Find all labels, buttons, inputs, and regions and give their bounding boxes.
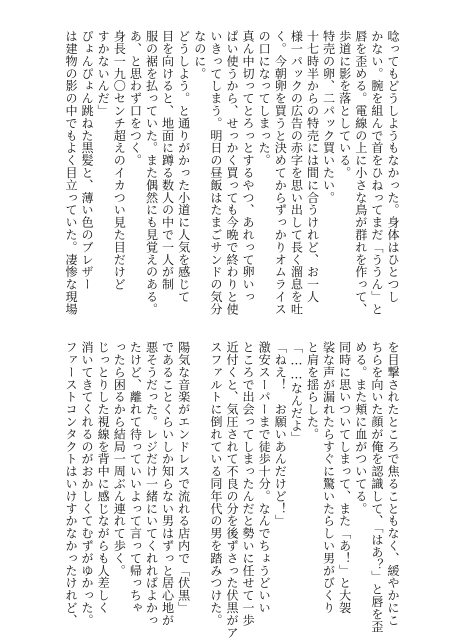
upper-text-block bbox=[60, 30, 402, 320]
text-column: 唸ってもどうしようもなかった。身体はひとつし bbox=[386, 30, 400, 303]
text-column: 消いてきてくれるのがおかしくてむずがゆかった。 bbox=[80, 341, 95, 627]
text-column: たけど、離れて待っていいよって言って帰っちゃ bbox=[128, 341, 143, 614]
text-column: ぴょんぴょん跳ねた黒髪と、薄い色のブレザー bbox=[80, 30, 95, 291]
text-column: 歩道に影を落としている。 bbox=[337, 30, 352, 179]
text-column: 服の裾を払っていた。また偶然にも見覚えのある。 bbox=[144, 30, 159, 316]
text-column: 陽気な音楽がエンドレスで流れる店内で「伏黒」 bbox=[176, 341, 191, 614]
text-column: を目撃されたところで焦ることもなく、緩やかにこ bbox=[386, 341, 400, 627]
text-column: 「ねえ！ お願いあんだけど！」 bbox=[273, 341, 288, 527]
text-column: 十七時半からの特売には間に合うけれど、お一人 bbox=[305, 30, 320, 303]
text-column: める。また頬に血がついてる。 bbox=[353, 341, 368, 515]
text-column: く。今朝卵を買うと決めてからずっかりオムライス bbox=[273, 30, 288, 316]
text-column: じっとりした視線を背中に感じながらも人差しく bbox=[96, 341, 111, 614]
text-column: 様一パックの広告の赤字を思い出して長く溜息を吐 bbox=[289, 30, 304, 316]
text-column: ちらを向いた顔が俺を認識して、「はあ？」と唇を歪 bbox=[369, 341, 384, 633]
text-column: 激安スーパーまで徒歩十分。なんでちょうどいい bbox=[257, 341, 272, 614]
text-column: ったら困るから結局一周ぶん連れて歩く。 bbox=[112, 341, 127, 577]
text-column: 唇を歪める。電線の上に小さな鳥が群れを作って、 bbox=[353, 30, 368, 316]
text-column: 同時に思いついてしまって、また「あ！」と大袈 bbox=[337, 341, 352, 614]
text-column: あ、と思わず口をつく。 bbox=[128, 30, 143, 167]
text-column: 悪そうだった。レジだけ一緒にいてくれればよかっ bbox=[144, 341, 159, 627]
text-column: ところで出会ってしまったんだと勢いに任せて一歩 bbox=[241, 341, 256, 627]
text-column: 目を向けると、地面に蹲る数人の中で一人が制 bbox=[160, 30, 175, 291]
lower-text-block bbox=[44, 341, 402, 639]
text-column: どうしよう。と通りがかった小道に人気を感じて bbox=[176, 30, 191, 303]
text-column: の口になってしまった。 bbox=[257, 30, 272, 167]
text-column: 身長一九〇センチ超えのイカつい見た目だけど bbox=[112, 30, 127, 291]
text-column: 特売の卵、二パック買いたい。 bbox=[321, 30, 336, 204]
text-column: 近付くと、気圧されて不良の分を後ずさった伏黒がア bbox=[225, 341, 239, 639]
text-column: かない。腕を組んで首をひねってまだ「ううん」と bbox=[369, 30, 384, 316]
text-column: 「……なんだよ」 bbox=[289, 341, 304, 444]
text-column: スファルトに倒れている同年代の男を踏みつけた。 bbox=[208, 341, 223, 627]
text-column: は建物の影の中でもよく目立っていた。凄惨な現場 bbox=[64, 30, 78, 316]
text-column: ぱい使うから、せっかく買っても今晩で終わりと使 bbox=[225, 30, 239, 316]
text-column: であることくらいしか知らない男はずっと居心地が bbox=[160, 341, 175, 627]
text-column: すかないんだ」 bbox=[96, 30, 111, 117]
text-column: と肩を揺らした。 bbox=[305, 341, 320, 441]
text-column: なのに。 bbox=[192, 30, 207, 80]
text-column: 裟な声が漏れたらすぐに驚いたらしい男がびくり bbox=[321, 341, 336, 614]
text-column: いきってしまう。明日の昼飯はたまごサンドの気分 bbox=[208, 30, 223, 316]
text-column: 真ん中切ってとろっとするやつ、あれって卵いっ bbox=[241, 30, 256, 303]
text-column: ファーストコンタクトはいけすかなかったけれど、 bbox=[64, 341, 78, 627]
